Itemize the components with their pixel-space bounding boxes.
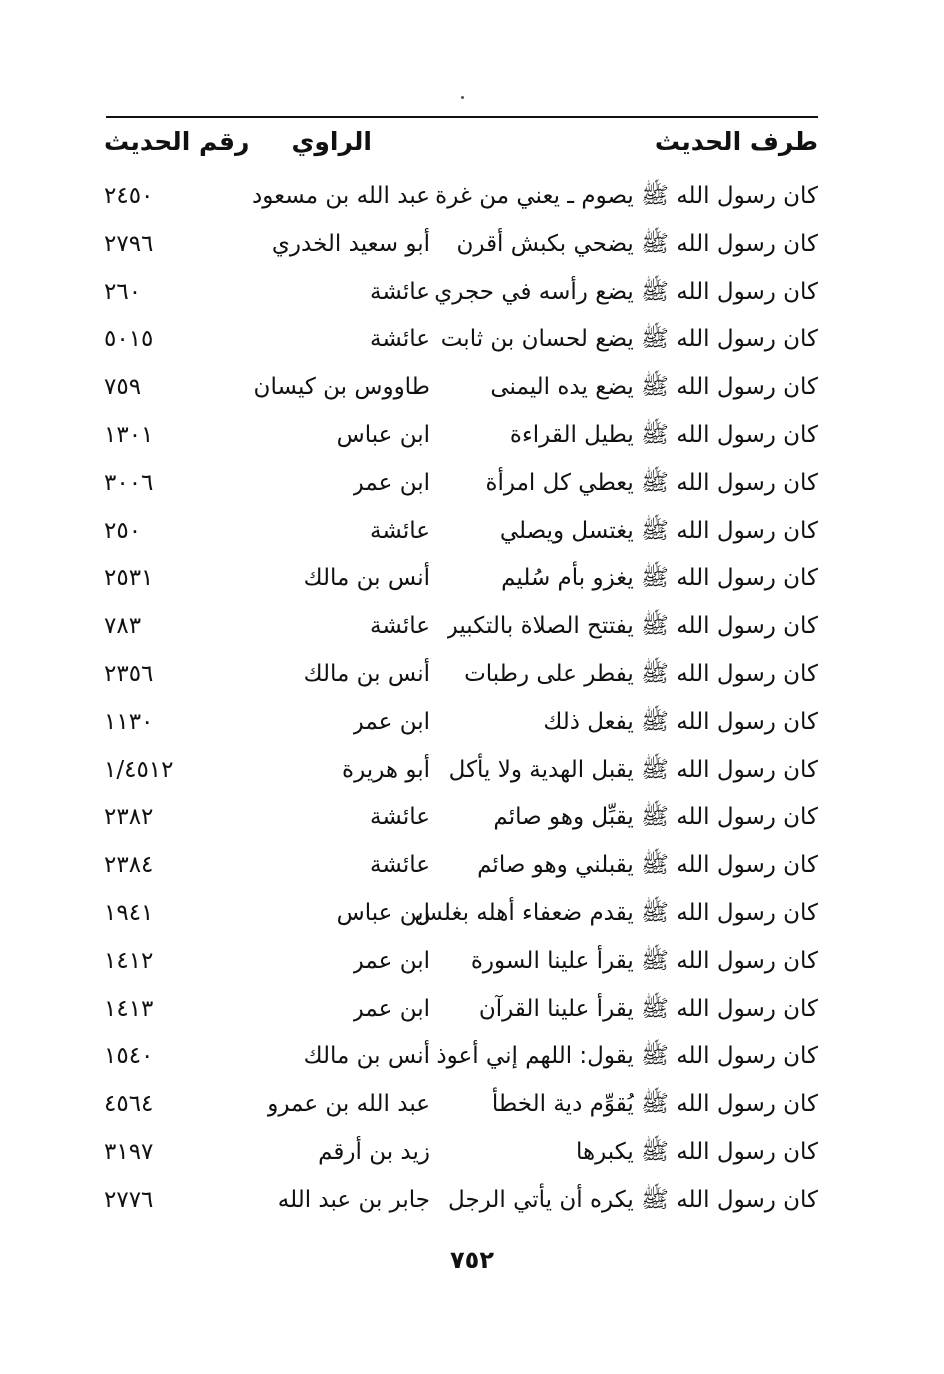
hadith-phrase: كان رسول الله ﷺ يعطي كل امرأة (485, 469, 818, 496)
table-row (100, 1128, 820, 1176)
hadith-number: ٣١٩٧ (104, 1138, 154, 1165)
hadith-phrase: كان رسول الله ﷺ يقدم ضعفاء أهله بغلس (414, 899, 818, 926)
narrator: زيد بن أرقم (318, 1138, 430, 1165)
narrator: ابن عمر (352, 708, 430, 735)
narrator: ابن عمر (352, 469, 430, 496)
hadith-number: ٥٠١٥ (104, 326, 154, 353)
hadith-number: ٢٧٩٦ (104, 230, 154, 257)
narrator: طاووس بن كيسان (253, 374, 430, 401)
hadith-number: ٢٥٣١ (104, 565, 154, 592)
hadith-number: ١١٣٠ (104, 708, 154, 735)
narrator: أنس بن مالك (303, 1043, 430, 1070)
table-row (100, 937, 820, 985)
hadith-phrase: كان رسول الله ﷺ يفطر على رطبات (464, 660, 818, 687)
table-row (100, 793, 820, 841)
hadith-number: ٢٤٥٠ (104, 183, 154, 209)
table-row (100, 220, 820, 268)
hadith-phrase: كان رسول الله ﷺ يقبِّل وهو صائم (493, 804, 818, 831)
hadith-number: ٢٣٨٤ (104, 852, 154, 879)
table-row (100, 650, 820, 698)
page-number: ٧٥٢ (450, 1246, 494, 1274)
hadith-phrase: كان رسول الله ﷺ يقول: اللهم إني أعوذ (436, 1043, 818, 1070)
narrator: عائشة (370, 517, 430, 544)
table-row (100, 268, 820, 316)
hadith-phrase: كان رسول الله ﷺ يفتتح الصلاة بالتكبير (446, 613, 818, 640)
narrator: أنس بن مالك (303, 660, 430, 687)
top-dot (461, 96, 464, 99)
header-rule (106, 116, 818, 118)
hadith-number: ١٩٤١ (104, 899, 154, 926)
table-row (100, 889, 820, 937)
table-row (100, 1080, 820, 1128)
table-row (100, 841, 820, 889)
table-header (100, 122, 820, 166)
index-table (100, 172, 820, 1224)
hadith-number: ٧٥٩ (104, 374, 142, 401)
narrator: أبو هريرة (342, 756, 430, 783)
table-row (100, 507, 820, 555)
header-hadith-phrase: طرف الحديث (654, 127, 818, 156)
hadith-number: ٢٣٨٢ (104, 804, 154, 831)
narrator: ابن عمر (352, 995, 430, 1022)
table-row (100, 363, 820, 411)
narrator: عائشة (370, 804, 430, 831)
hadith-number: ٢٣٥٦ (104, 660, 154, 687)
hadith-phrase: كان رسول الله ﷺ يغتسل ويصلي (499, 517, 818, 544)
table-row (100, 411, 820, 459)
hadith-phrase: كان رسول الله ﷺ يقرأ علينا القرآن (478, 995, 818, 1022)
table-row (100, 172, 820, 220)
hadith-phrase: كان رسول الله ﷺ يكبرها (575, 1138, 818, 1165)
narrator: عائشة (370, 278, 430, 305)
hadith-number: ١٣٠١ (104, 421, 154, 448)
narrator: أبو سعيد الخدري (271, 230, 430, 257)
table-row (100, 602, 820, 650)
hadith-phrase: كان رسول الله ﷺ يقبل الهدية ولا يأكل (448, 756, 818, 783)
hadith-phrase: كان رسول الله ﷺ يضحي بكبش أقرن (456, 230, 818, 257)
narrator: عبد الله بن عمرو (267, 1091, 430, 1118)
hadith-phrase: كان رسول الله ﷺ يضع يده اليمنى (490, 374, 818, 401)
hadith-number: ١٤١٢ (104, 947, 154, 974)
hadith-number: ٢٧٧٦ (104, 1186, 154, 1213)
table-row (100, 315, 820, 363)
table-row (100, 746, 820, 794)
narrator: عائشة (370, 852, 430, 879)
table-row (100, 459, 820, 507)
hadith-phrase: كان رسول الله ﷺ يُقوِّم دية الخطأ (491, 1091, 818, 1118)
table-row (100, 1032, 820, 1080)
narrator: أنس بن مالك (303, 565, 430, 592)
hadith-number: ٧٨٣ (104, 613, 142, 640)
narrator: ابن عباس (336, 899, 430, 926)
narrator: جابر بن عبد الله (277, 1186, 430, 1213)
narrator: عبد الله بن مسعود (252, 183, 430, 209)
hadith-number: ٢٥٠ (104, 517, 142, 544)
hadith-number: ٢٦٠ (104, 278, 142, 305)
hadith-number: ٤٥٦٤ (104, 1091, 154, 1118)
hadith-number: ١٤١٣ (104, 995, 154, 1022)
hadith-number: ١٥٤٠ (104, 1043, 154, 1070)
narrator: ابن عباس (336, 421, 430, 448)
hadith-phrase: كان رسول الله ﷺ يقبلني وهو صائم (477, 852, 818, 879)
hadith-phrase: كان رسول الله ﷺ يضع لحسان بن ثابت (440, 326, 818, 353)
hadith-number: ٣٠٠٦ (104, 469, 154, 496)
hadith-phrase: كان رسول الله ﷺ يصوم ـ يعني من غرة (435, 183, 818, 209)
hadith-phrase: كان رسول الله ﷺ يفعل ذلك (543, 708, 818, 735)
header-narrator: الراوي (291, 127, 372, 156)
table-row (100, 554, 820, 602)
hadith-phrase: كان رسول الله ﷺ يغزو بأم سُليم (501, 565, 818, 592)
hadith-phrase: كان رسول الله ﷺ يقرأ علينا السورة (470, 947, 818, 974)
hadith-phrase: كان رسول الله ﷺ يضع رأسه في حجري (434, 278, 818, 305)
table-row (100, 985, 820, 1033)
table-row (100, 1176, 820, 1224)
narrator: عائشة (370, 613, 430, 640)
table-row (100, 698, 820, 746)
narrator: ابن عمر (352, 947, 430, 974)
hadith-phrase: كان رسول الله ﷺ يطيل القراءة (509, 421, 818, 448)
hadith-phrase: كان رسول الله ﷺ يكره أن يأتي الرجل (448, 1186, 818, 1213)
hadith-number: ١/٤٥١٢ (104, 756, 174, 783)
narrator: عائشة (370, 326, 430, 353)
header-hadith-number: رقم الحديث (104, 127, 250, 156)
